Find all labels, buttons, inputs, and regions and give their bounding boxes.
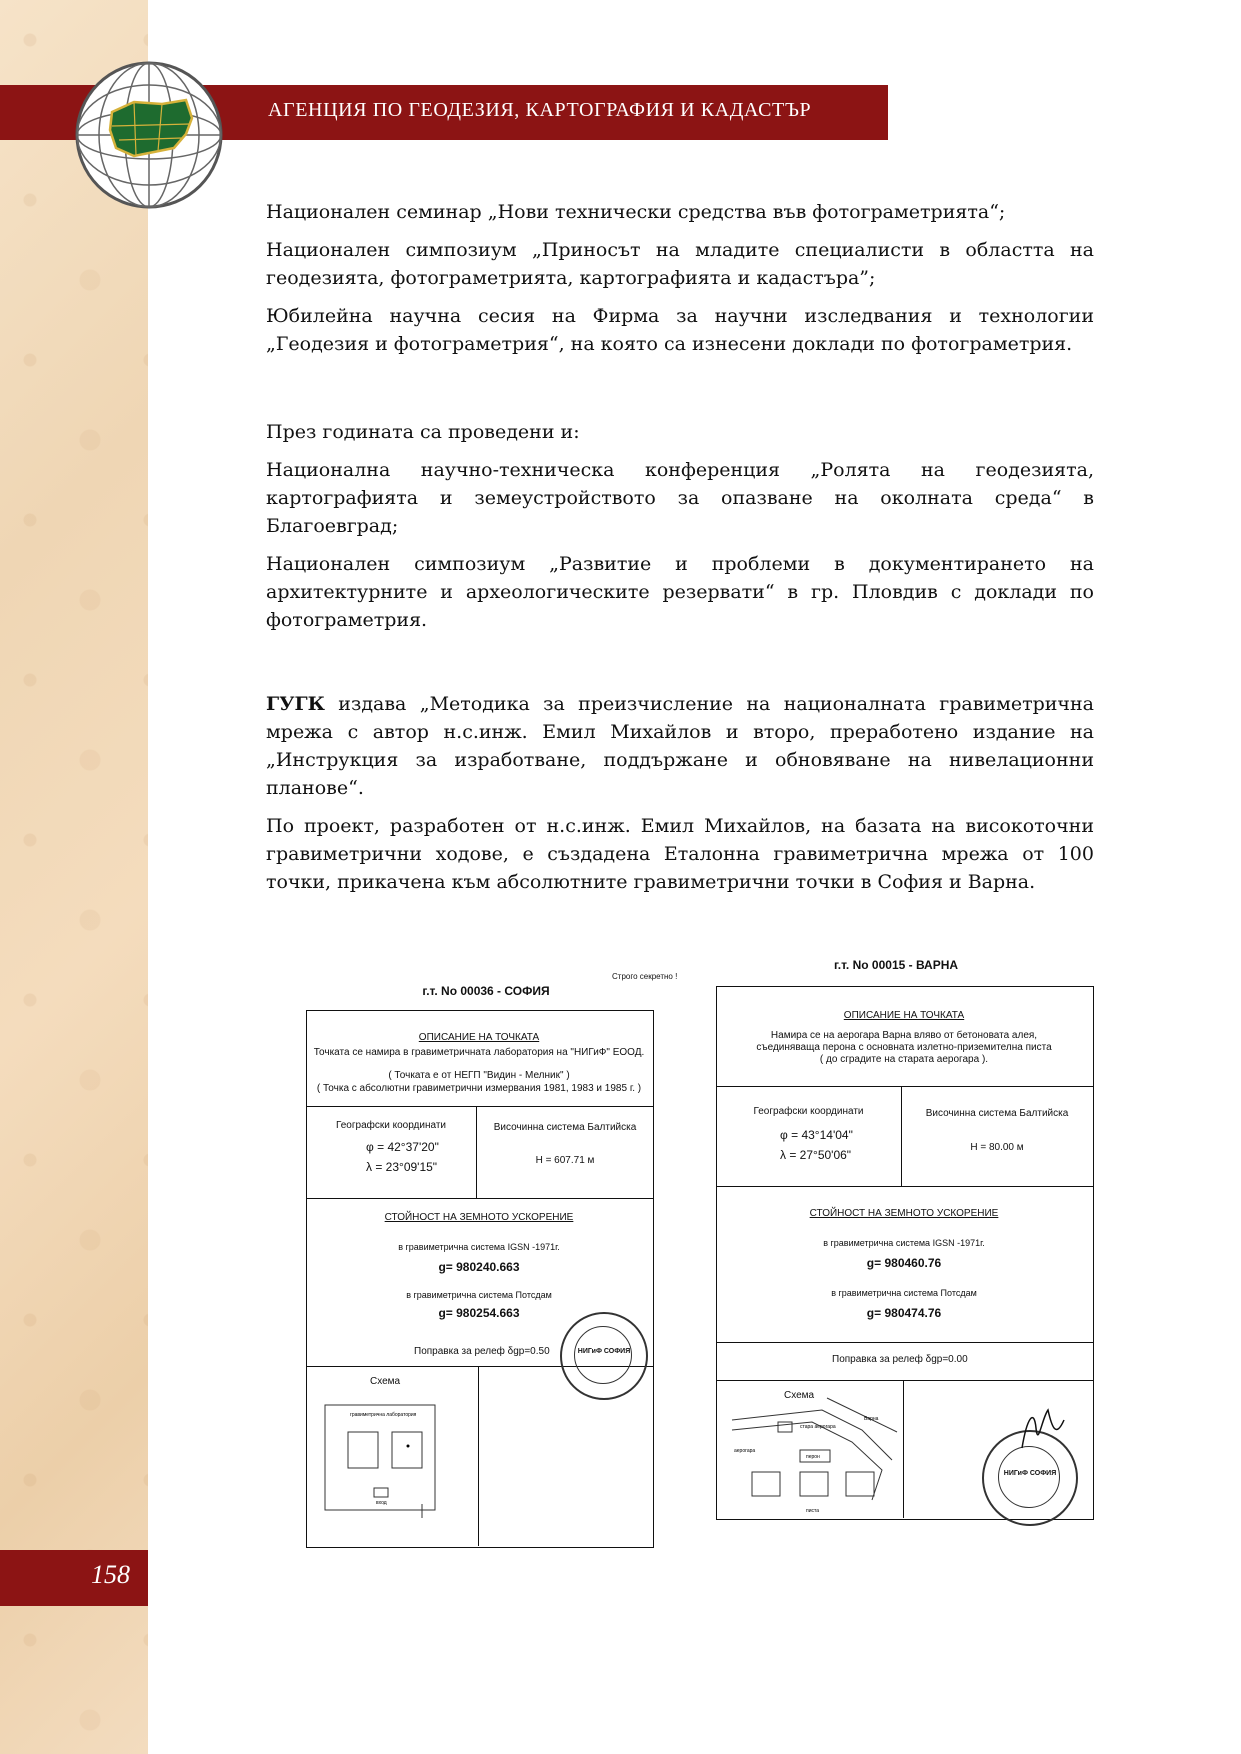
accel-heading: СТОЙНОСТ НА ЗЕМНОТО УСКОРЕНИЕ: [809, 1208, 999, 1219]
paragraph: Национален симпозиум „Развитие и проблеми в документирането на архитектурните и археологическите резервати“ в гр. Пловдив с доклади по фотограметрия.: [266, 553, 1094, 631]
phi-value: φ = 42°37'20": [366, 1140, 439, 1154]
gravity-system: в гравиметрична система Потсдам: [831, 1288, 977, 1298]
varna-schema-drawing: [722, 1390, 902, 1516]
gugk-abbr: ГУГК: [266, 693, 325, 715]
gravity-system: в гравиметрична система IGSN -1971г.: [398, 1242, 560, 1252]
decorative-sidebar: [0, 0, 148, 1754]
divider: [901, 1086, 902, 1186]
paragraph: Национален симпозиум „Приносът на младите специалисти в областта на геодезията, фотограметрията, картографията и кадастъра”;: [266, 239, 1094, 289]
gravity-value: g= 980254.663: [438, 1306, 520, 1320]
desc-heading: ОПИСАНИЕ НА ТОЧКАТА: [418, 1032, 540, 1043]
desc-line: Точката се намира в гравиметричната лаборатория на "НИГиФ" ЕООД.: [313, 1047, 645, 1058]
paragraph: Национален семинар „Нови технически средства във фотограметрията“;: [266, 201, 1006, 223]
desc-line: съединяваща перона с основната излетно-приземителна писта: [756, 1042, 1052, 1053]
divider: [716, 1380, 1094, 1381]
desc-line: ( до сградите на старата аерогара ).: [819, 1054, 989, 1065]
schema-label: Схема: [370, 1376, 401, 1387]
entrance-label: вход: [376, 1500, 387, 1506]
official-stamp: [560, 1312, 648, 1400]
divider: [716, 1342, 1094, 1343]
height-value: H = 80.00 м: [970, 1142, 1024, 1153]
agency-globe-logo: [74, 60, 224, 210]
gravity-system: в гравиметрична система IGSN -1971г.: [823, 1238, 985, 1248]
page-number: 158: [91, 1560, 130, 1589]
paragraph: По проект, разработен от н.с.инж. Емил Михайлов, на базата на високоточни гравиметрични ходове, е създадена Еталонна гравиметрична мрежа от 100 точки, прикачена към абсолютните гравиметрични точки в София и Варна.: [266, 815, 1094, 893]
sofia-schema-drawing: [320, 1400, 470, 1530]
paragraph-gugk: [266, 690, 1094, 802]
phi-value: φ = 43°14'04": [780, 1128, 853, 1142]
height-value: H = 607.71 м: [535, 1155, 595, 1166]
signature: [1012, 1398, 1072, 1458]
divider: [903, 1380, 904, 1518]
secret-note: Строго секретно !: [612, 972, 678, 981]
paragraph-gugk-text: издава „Методика за преизчисление на националната гравиметрична мрежа с автор н.с.инж. Емил Михайлов и второ, преработено издание на „Инструкция за изработване, поддържане и обновяване на нивелационни планове“.: [266, 693, 1094, 799]
scan-varna: [716, 950, 1094, 1570]
accel-heading: СТОЙНОСТ НА ЗЕМНОТО УСКОРЕНИЕ: [384, 1212, 574, 1223]
divider: [476, 1106, 477, 1198]
scan-title: г.т. No 00036 - СОФИЯ: [422, 984, 550, 998]
road-label: Варна: [864, 1416, 879, 1422]
lambda-value: λ = 23°09'15": [366, 1160, 438, 1174]
text-block-1: [266, 198, 1094, 368]
scan-sofia: [306, 950, 678, 1548]
lab-label: гравиметрична лаборатория: [350, 1412, 417, 1418]
divider: [306, 1106, 654, 1107]
divider: [716, 1086, 1094, 1087]
page-header-title: АГЕНЦИЯ ПО ГЕОДЕЗИЯ, КАРТОГРАФИЯ И КАДАСТЪР: [268, 99, 812, 121]
desc-line: Намира се на аерогара Варна вляво от бетоновата алея,: [770, 1030, 1038, 1041]
peron-label: перон: [806, 1454, 820, 1460]
stamp-text: НИГиФ СОФИЯ: [577, 1348, 631, 1355]
text-block-3: [266, 690, 1094, 906]
divider: [306, 1198, 654, 1199]
gravity-value: g= 980240.663: [438, 1260, 520, 1274]
stamp-text: НИГиФ СОФИЯ: [1003, 1470, 1057, 1477]
desc-heading: ОПИСАНИЕ НА ТОЧКАТА: [843, 1010, 965, 1021]
schema-label: Схема: [784, 1390, 815, 1401]
paragraph: Национална научно-техническа конференция „Ролята на геодезията, картографията и земеустройството за опазване на околната среда“ в Благоевград;: [266, 459, 1094, 537]
geo-heading: Географски координати: [753, 1106, 864, 1117]
relief-correction: Поправка за релеф δgр=0.50: [414, 1346, 550, 1357]
lambda-value: λ = 27°50'06": [780, 1148, 852, 1162]
desc-line: ( Точката е от НЕГП "Видин - Мелник" ): [388, 1070, 570, 1081]
divider: [716, 1186, 1094, 1187]
paragraph: През годината са проведени и:: [266, 421, 580, 443]
desc-line: ( Точка с абсолютни гравиметрични измервания 1981, 1983 и 1985 г. ): [316, 1083, 642, 1094]
gravity-system: в гравиметрична система Потсдам: [406, 1290, 552, 1300]
pista-label: писта: [806, 1508, 820, 1514]
height-heading: Височинна система Балтийска: [925, 1108, 1069, 1119]
divider: [478, 1366, 479, 1546]
text-block-2: [266, 418, 1094, 644]
old-airport-label: стара аерогара: [800, 1424, 836, 1430]
scan-title: г.т. No 00015 - ВАРНА: [833, 958, 959, 972]
relief-correction: Поправка за релеф δgр=0.00: [832, 1354, 968, 1365]
airport-label: аерогара: [734, 1448, 756, 1454]
gravity-value: g= 980474.76: [866, 1306, 942, 1320]
geo-heading: Географски координати: [336, 1120, 446, 1131]
height-heading: Височинна система Балтийска: [493, 1122, 637, 1133]
gravity-value: g= 980460.76: [866, 1256, 942, 1270]
paragraph: Юбилейна научна сесия на Фирма за научни изследвания и технологии „Геодезия и фотограметрия“, на която са изнесени доклади по фотограметрия.: [266, 305, 1094, 355]
